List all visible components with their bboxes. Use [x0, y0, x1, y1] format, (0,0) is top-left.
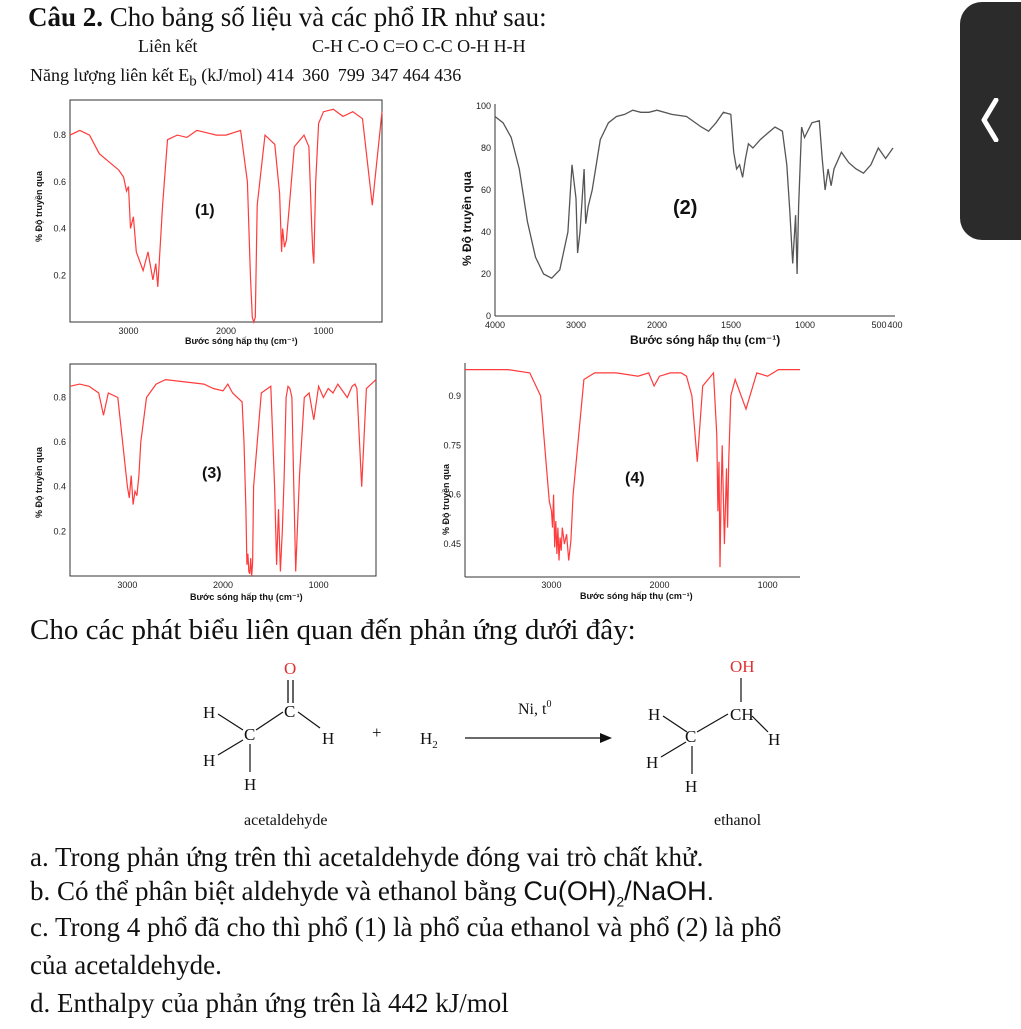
- atom-ch: CH: [730, 705, 754, 724]
- spectrum-1-ylabel: % Độ truyền qua: [34, 170, 44, 242]
- bond-list: [312, 36, 526, 57]
- atom-h8: H: [685, 777, 698, 796]
- spectrum-1-ytick-1: 0.4: [53, 223, 66, 234]
- atom-h2: H: [322, 729, 335, 748]
- spectrum-1-xtick-2: 1000: [313, 326, 334, 336]
- spectrum-2-xtick-1: 3000: [565, 320, 587, 330]
- energy-3: 347: [371, 65, 399, 85]
- spectrum-4-xlabel: Bước sóng hấp thụ (cm⁻¹): [580, 591, 693, 601]
- atom-h1: H: [203, 703, 216, 722]
- energy-5: 436: [434, 65, 462, 85]
- reaction-scheme: [0, 640, 1021, 830]
- statement-b-reagent: Cu(OH): [523, 876, 617, 906]
- atom-h3: H: [203, 751, 216, 770]
- bond-0: C-H: [312, 36, 343, 56]
- spectrum-1-label: (1): [195, 202, 215, 219]
- spectrum-1-svg: [30, 92, 390, 347]
- intro-text: Cho các phát biểu liên quan đến phản ứng dưới đây:: [30, 614, 636, 646]
- spectrum-2-xtick-5: 500: [871, 320, 887, 330]
- spectrum-4-label: (4): [625, 470, 645, 487]
- atom-c2: C: [244, 725, 256, 744]
- spectrum-2-xtick-2: 2000: [646, 320, 668, 330]
- spectrum-1-xtick-1: 2000: [215, 326, 237, 336]
- spectrum-2-xtick-4: 1000: [794, 320, 816, 330]
- statement-a: a. Trong phản ứng trên thì acetaldehyde đóng vai trò chất khử.: [30, 842, 704, 872]
- spectrum-2-ytick-2: 40: [480, 227, 491, 237]
- atom-c3: C: [685, 727, 697, 746]
- spectrum-3-frame: [70, 364, 376, 576]
- atom-oh: OH: [730, 657, 755, 676]
- question-text: Cho bảng số liệu và các phổ IR như sau:: [109, 2, 547, 32]
- energy-header: Năng lượng liên kết E: [30, 65, 190, 85]
- spectrum-3-ytick-1: 0.4: [53, 481, 66, 492]
- spectrum-3-xtick-0: 3000: [117, 580, 138, 590]
- product-name: ethanol: [714, 812, 762, 829]
- spectrum-2-label: (2): [673, 197, 698, 219]
- spectrum-2-ytick-5: 100: [475, 101, 491, 111]
- statement-d: d. Enthalpy của phản ứng trên là 442 kJ/mol: [30, 988, 509, 1018]
- bond-4: O-H: [457, 36, 490, 56]
- atom-h6: H: [768, 730, 781, 749]
- spectrum-2-xtick-3: 1500: [720, 320, 742, 330]
- spectrum-3-ytick-3: 0.8: [53, 392, 66, 403]
- bond-3: C-C: [422, 36, 453, 56]
- spectrum-1-xlabel: Bước sóng hấp thụ (cm⁻¹): [185, 336, 298, 346]
- spectrum-4-ytick-0: 0.45: [443, 539, 461, 550]
- spectrum-3-line: [70, 380, 376, 576]
- spectrum-2-xlabel: Bước sóng hấp thụ (cm⁻¹): [630, 333, 781, 347]
- bond-header: Liên kết: [138, 36, 198, 56]
- spectrum-2: [455, 96, 905, 348]
- spectrum-2-ytick-3: 60: [480, 185, 491, 195]
- atom-c1: C: [284, 702, 296, 721]
- question-number: Câu 2.: [28, 2, 104, 32]
- reagent-h2: $H_2$: [420, 729, 438, 751]
- spectrum-3-ytick-0: 0.2: [53, 526, 66, 537]
- spectrum-1: [30, 92, 390, 347]
- spectrum-3-xtick-1: 2000: [212, 580, 234, 590]
- statement-b-sub: 2: [616, 893, 625, 910]
- statement-c-line2: của acetaldehyde.: [30, 950, 222, 980]
- spectrum-2-ytick-1: 20: [480, 269, 491, 279]
- energy-sub: b: [189, 73, 197, 90]
- spectrum-1-ytick-2: 0.6: [53, 176, 66, 187]
- energy-0: 414: [266, 65, 294, 85]
- spectrum-4-line: [465, 370, 800, 567]
- spectrum-1-line: [70, 109, 382, 322]
- statement-b-part1: b. Có thể phân biệt aldehyde và ethanol bằng: [30, 876, 524, 906]
- spectrum-2-svg: [455, 96, 905, 348]
- energy-2: 799: [337, 65, 365, 85]
- spectrum-1-ytick-0: 0.2: [53, 270, 66, 281]
- atom-o: O: [284, 659, 297, 678]
- spectrum-2-ytick-4: 80: [480, 143, 491, 153]
- atom-h7: H: [646, 753, 659, 772]
- spectrum-4-xtick-1: 2000: [649, 580, 670, 590]
- energy-unit: (kJ/mol): [201, 65, 263, 85]
- energy-1: 360: [302, 65, 330, 85]
- chevron-left-icon: [980, 98, 1000, 142]
- spectrum-1-ytick-3: 0.8: [53, 130, 66, 141]
- spectrum-4-ytick-2: 0.75: [443, 440, 461, 451]
- bond-1: C-O: [347, 36, 379, 56]
- spectrum-1-frame: [70, 100, 382, 322]
- side-panel-tab[interactable]: [960, 2, 1021, 240]
- spectrum-1-xtick-0: 3000: [118, 326, 139, 336]
- spectrum-4-ytick-3: 0.9: [448, 390, 461, 401]
- bond-2: C=O: [383, 36, 419, 56]
- spectrum-2-ytick-0: 0: [485, 311, 491, 321]
- spectrum-3-svg: [30, 358, 390, 603]
- spectrum-4-xtick-0: 3000: [541, 580, 562, 590]
- spectrum-3-ylabel: % Độ truyền qua: [34, 446, 44, 518]
- statement-b: [30, 876, 714, 909]
- spectrum-4-xtick-2: 1000: [757, 580, 778, 590]
- spectrum-2-ylabel: % Độ truyền qua: [460, 171, 474, 266]
- plus-sign: +: [372, 723, 382, 742]
- energy-row: [30, 65, 461, 91]
- statement-b-part2: /NaOH.: [624, 876, 715, 906]
- energy-4: 464: [402, 65, 430, 85]
- reactant-name: acetaldehyde: [244, 812, 328, 829]
- spectrum-2-xtick-0: 4000: [484, 320, 506, 330]
- bond-5: H-H: [493, 36, 526, 56]
- atom-h4: H: [244, 775, 257, 794]
- spectrum-3-xlabel: Bước sóng hấp thụ (cm⁻¹): [190, 592, 303, 602]
- spectrum-3-xtick-2: 1000: [308, 580, 329, 590]
- spectrum-2-xtick-6: 400: [887, 320, 903, 330]
- spectrum-4-ytick-1: 0.6: [448, 489, 461, 500]
- statement-c-line1: c. Trong 4 phổ đã cho thì phổ (1) là phổ của ethanol và phổ (2) là phổ: [30, 912, 782, 942]
- spectrum-4-ylabel: % Độ truyền qua: [441, 463, 451, 535]
- reaction-condition: Ni, $t^0$: [518, 699, 552, 718]
- spectrum-3-ytick-2: 0.6: [53, 437, 66, 448]
- spectrum-3-label: (3): [202, 465, 222, 482]
- question-title: [28, 2, 547, 33]
- spectrum-4-svg: [425, 355, 805, 605]
- spectrum-2-line: [495, 110, 893, 278]
- spectrum-3: [30, 358, 390, 603]
- atom-h5: H: [648, 705, 661, 724]
- spectrum-4: [425, 355, 805, 605]
